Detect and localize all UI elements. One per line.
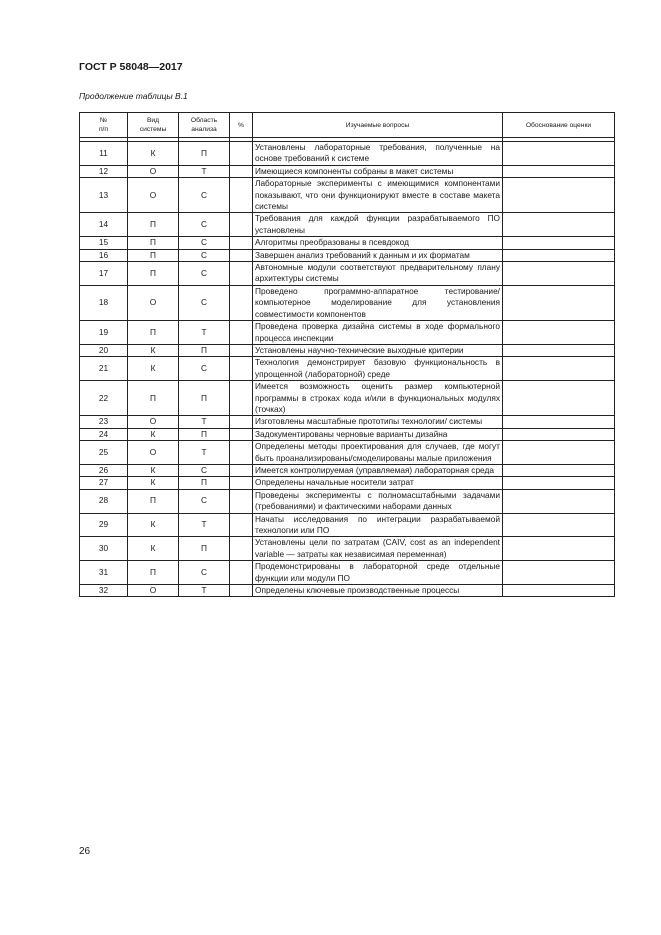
row-number: 30 (80, 537, 128, 561)
table-body (80, 142, 615, 597)
document-header: ГОСТ Р 58048—2017 (79, 61, 183, 73)
row-question: Проведены эксперименты с полномасштабными задачами (требованиями) и фактическими наборами данных (253, 489, 503, 513)
row-analysis-area: П (179, 428, 230, 440)
row-system-type: О (128, 585, 179, 597)
row-system-type: К (128, 513, 179, 537)
row-analysis-area: С (179, 489, 230, 513)
row-system-type: П (128, 249, 179, 261)
header-system-type: Вид системы (128, 113, 179, 138)
row-percent (230, 561, 253, 585)
row-question: Имеется возможность оценить размер компьютерной программы в строках кода и/или в функциональных модулях (точках) (253, 381, 503, 416)
row-number: 28 (80, 489, 128, 513)
row-justification (503, 262, 615, 286)
row-system-type: П (128, 381, 179, 416)
table-row (80, 321, 615, 345)
table-row (80, 344, 615, 356)
table-row (80, 464, 615, 476)
table-row (80, 428, 615, 440)
row-number: 27 (80, 477, 128, 489)
row-number: 17 (80, 262, 128, 286)
row-analysis-area: С (179, 249, 230, 261)
row-percent (230, 464, 253, 476)
header-justification: Обоснование оценки (503, 113, 615, 138)
row-justification (503, 441, 615, 465)
row-analysis-area: П (179, 381, 230, 416)
row-number: 13 (80, 178, 128, 213)
row-number: 31 (80, 561, 128, 585)
table-row (80, 489, 615, 513)
row-percent (230, 165, 253, 177)
row-question: Установлены научно-технические выходные критерии (253, 344, 503, 356)
row-percent (230, 142, 253, 166)
row-percent (230, 344, 253, 356)
assessment-table (79, 112, 615, 597)
row-system-type: К (128, 537, 179, 561)
table-caption: Продолжение таблицы В.1 (79, 91, 188, 101)
row-justification (503, 344, 615, 356)
table-row (80, 537, 615, 561)
row-percent (230, 537, 253, 561)
row-justification (503, 464, 615, 476)
row-number: 19 (80, 321, 128, 345)
row-justification (503, 321, 615, 345)
row-justification (503, 237, 615, 249)
row-question: Завершен анализ требований к данным и их форматам (253, 249, 503, 261)
row-justification (503, 178, 615, 213)
row-number: 26 (80, 464, 128, 476)
row-number: 22 (80, 381, 128, 416)
row-system-type: К (128, 142, 179, 166)
row-analysis-area: Т (179, 585, 230, 597)
row-number: 16 (80, 249, 128, 261)
row-justification (503, 416, 615, 428)
row-percent (230, 585, 253, 597)
row-analysis-area: С (179, 464, 230, 476)
row-justification (503, 285, 615, 320)
row-analysis-area: Т (179, 416, 230, 428)
row-number: 18 (80, 285, 128, 320)
table-row (80, 357, 615, 381)
table-row (80, 213, 615, 237)
row-percent (230, 249, 253, 261)
row-analysis-area: С (179, 178, 230, 213)
row-question: Установлены лабораторные требования, полученные на основе требований к системе (253, 142, 503, 166)
header-number: № п/п (80, 113, 128, 138)
row-system-type: П (128, 213, 179, 237)
row-analysis-area: П (179, 537, 230, 561)
header-percent: % (230, 113, 253, 138)
row-justification (503, 477, 615, 489)
row-justification (503, 381, 615, 416)
row-question: Проведено программно-аппаратное тестирование/ компьютерное моделирование для установления совместимости компонентов (253, 285, 503, 320)
row-analysis-area: Т (179, 513, 230, 537)
table-row (80, 262, 615, 286)
row-number: 23 (80, 416, 128, 428)
row-justification (503, 513, 615, 537)
row-analysis-area: С (179, 237, 230, 249)
table-row (80, 178, 615, 213)
row-percent (230, 285, 253, 320)
row-percent (230, 477, 253, 489)
row-question: Проведена проверка дизайна системы в ходе формального процесса инспекции (253, 321, 503, 345)
table-row (80, 285, 615, 320)
row-analysis-area: Т (179, 165, 230, 177)
row-system-type: П (128, 237, 179, 249)
table-row (80, 381, 615, 416)
row-justification (503, 142, 615, 166)
row-number: 12 (80, 165, 128, 177)
row-justification (503, 165, 615, 177)
row-number: 14 (80, 213, 128, 237)
row-percent (230, 381, 253, 416)
row-percent (230, 489, 253, 513)
row-system-type: П (128, 321, 179, 345)
row-question: Продемонстрированы в лабораторной среде отдельные функции или модули ПО (253, 561, 503, 585)
row-percent (230, 237, 253, 249)
row-justification (503, 428, 615, 440)
table-row (80, 561, 615, 585)
row-system-type: О (128, 416, 179, 428)
row-percent (230, 357, 253, 381)
row-justification (503, 213, 615, 237)
row-justification (503, 489, 615, 513)
row-number: 15 (80, 237, 128, 249)
page-number: 26 (79, 846, 91, 857)
table-header-row (80, 113, 615, 138)
row-system-type: О (128, 441, 179, 465)
row-justification (503, 357, 615, 381)
row-question: Начаты исследования по интеграции разрабатываемой технологии или ПО (253, 513, 503, 537)
row-number: 21 (80, 357, 128, 381)
row-question: Технология демонстрирует базовую функциональность в упрощенной (лабораторной) среде (253, 357, 503, 381)
row-question: Требования для каждой функции разрабатываемого ПО установлены (253, 213, 503, 237)
row-system-type: О (128, 165, 179, 177)
row-number: 29 (80, 513, 128, 537)
row-percent (230, 416, 253, 428)
row-question: Определены ключевые производственные процессы (253, 585, 503, 597)
row-question: Установлены цели по затратам (CAIV, cost as an independent variable — затраты как независимая переменная) (253, 537, 503, 561)
row-question: Изготовлены масштабные прототипы технологии/ системы (253, 416, 503, 428)
header-questions: Изучаемые вопросы (253, 113, 503, 138)
row-percent (230, 213, 253, 237)
table-row (80, 165, 615, 177)
row-system-type: О (128, 178, 179, 213)
row-system-type: П (128, 489, 179, 513)
table-row (80, 237, 615, 249)
header-analysis-area: Область анализа (179, 113, 230, 138)
row-question: Алгоритмы преобразованы в псевдокод (253, 237, 503, 249)
row-analysis-area: С (179, 262, 230, 286)
row-percent (230, 513, 253, 537)
row-system-type: К (128, 464, 179, 476)
row-question: Имеющиеся компоненты собраны в макет системы (253, 165, 503, 177)
row-justification (503, 537, 615, 561)
table-row (80, 142, 615, 166)
row-analysis-area: П (179, 142, 230, 166)
row-question: Определены методы проектирования для случаев, где могут быть проанализированы/смоделированы малые приложения (253, 441, 503, 465)
row-question: Автономные модули соответствуют предварительному плану архитектуры системы (253, 262, 503, 286)
row-justification (503, 561, 615, 585)
row-number: 11 (80, 142, 128, 166)
table-row (80, 441, 615, 465)
table-row (80, 416, 615, 428)
row-question: Имеется контролируемая (управляемая) лабораторная среда (253, 464, 503, 476)
row-number: 20 (80, 344, 128, 356)
row-system-type: К (128, 344, 179, 356)
row-question: Лабораторные эксперименты с имеющимися компонентами показывают, что они функционируют вместе в составе макета системы (253, 178, 503, 213)
row-system-type: П (128, 561, 179, 585)
row-system-type: К (128, 357, 179, 381)
row-percent (230, 262, 253, 286)
row-number: 32 (80, 585, 128, 597)
row-analysis-area: С (179, 285, 230, 320)
row-analysis-area: Т (179, 321, 230, 345)
row-justification (503, 249, 615, 261)
row-percent (230, 428, 253, 440)
row-percent (230, 441, 253, 465)
row-analysis-area: С (179, 213, 230, 237)
row-system-type: П (128, 262, 179, 286)
row-question: Задокументированы черновые варианты дизайна (253, 428, 503, 440)
table-row (80, 477, 615, 489)
row-justification (503, 585, 615, 597)
row-analysis-area: П (179, 477, 230, 489)
row-percent (230, 178, 253, 213)
row-number: 24 (80, 428, 128, 440)
row-analysis-area: Т (179, 441, 230, 465)
row-analysis-area: П (179, 344, 230, 356)
row-system-type: О (128, 285, 179, 320)
row-number: 25 (80, 441, 128, 465)
row-percent (230, 321, 253, 345)
row-system-type: К (128, 428, 179, 440)
table-row (80, 585, 615, 597)
table-row (80, 249, 615, 261)
row-analysis-area: С (179, 561, 230, 585)
row-question: Определены начальные носители затрат (253, 477, 503, 489)
row-system-type: К (128, 477, 179, 489)
table-row (80, 513, 615, 537)
row-analysis-area: С (179, 357, 230, 381)
